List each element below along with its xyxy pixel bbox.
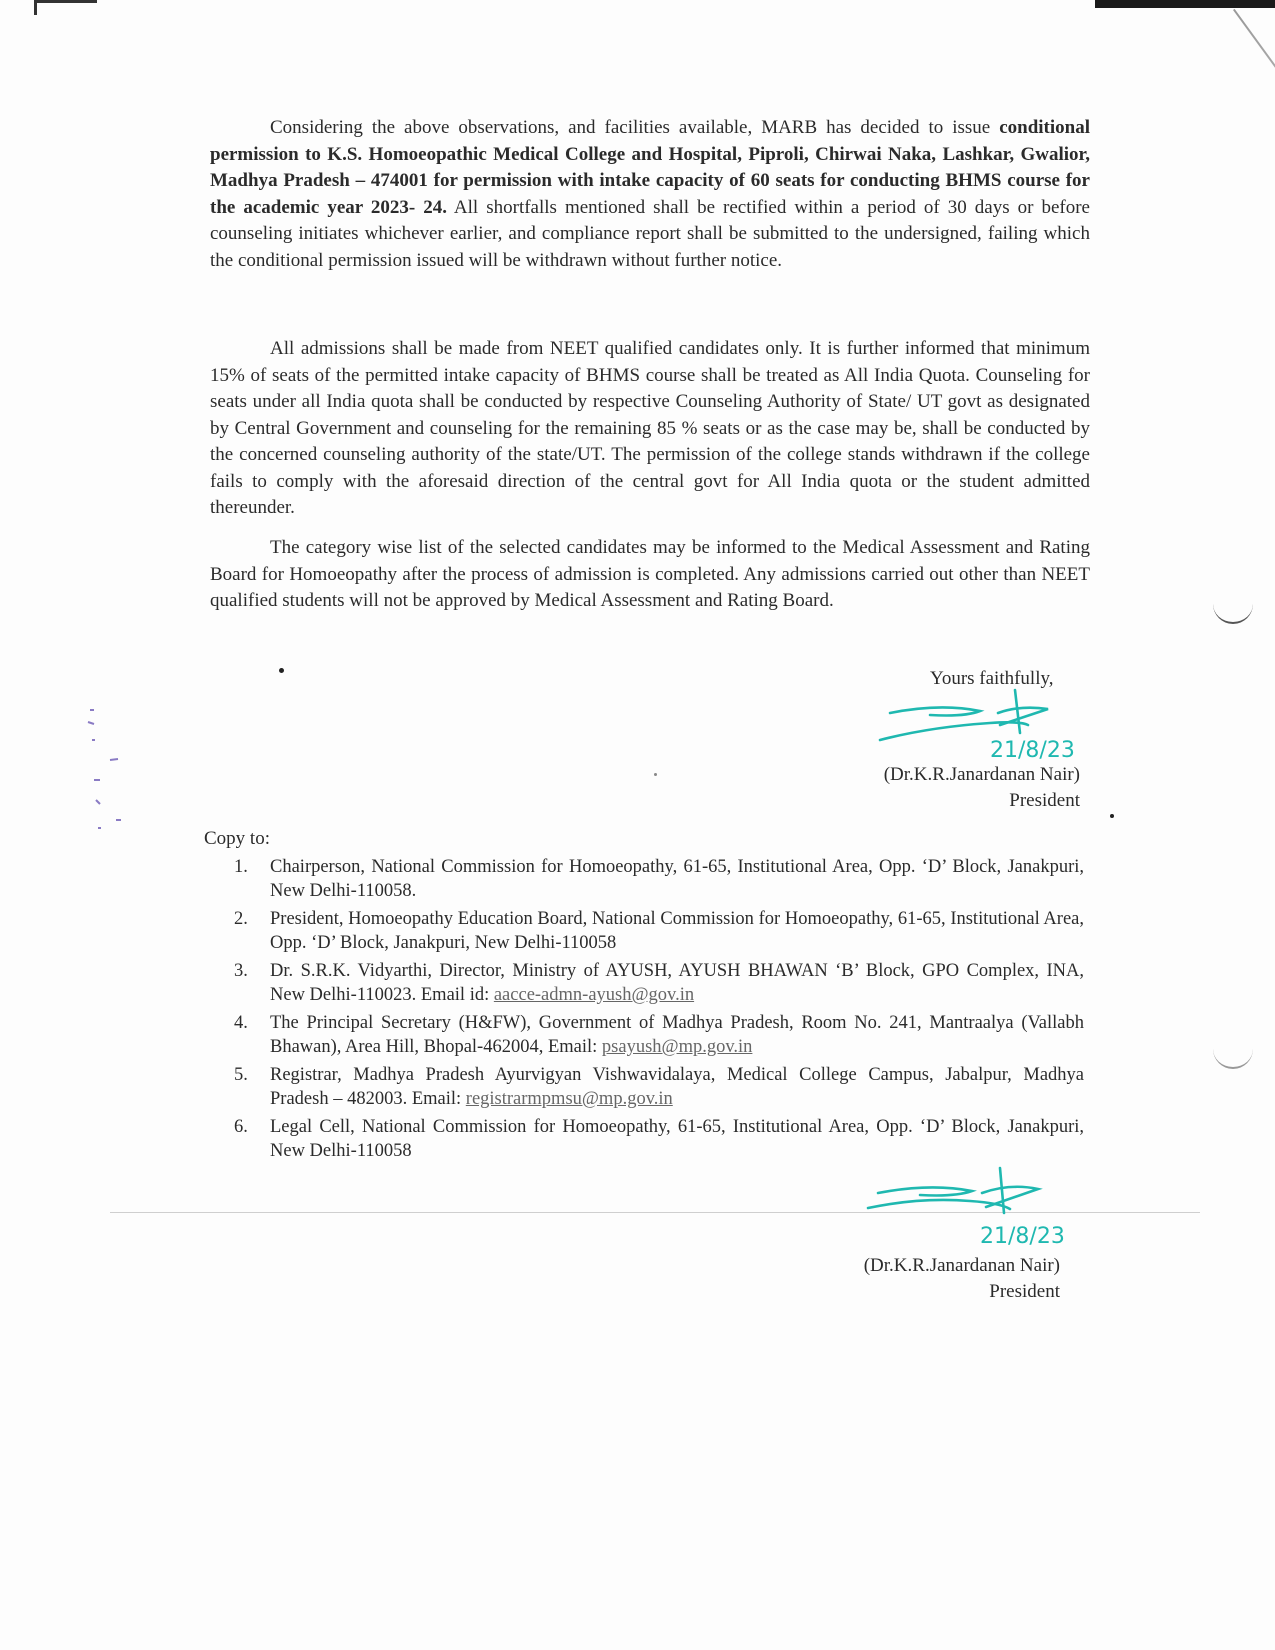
paragraph-category-list — [210, 535, 1090, 615]
list-item: 6. Legal Cell, National Commission for Homoeopathy, 61-65, Institutional Area, Opp. ‘D’ Block, Janakpuri, New Delhi-110058 — [234, 1117, 1084, 1161]
page-fold-line — [1233, 9, 1275, 269]
p2-text: All admissions shall be made from NEET qualified candidates only. It is further informed that minimum 15% of seats of the permitted intake capacity of BHMS course shall be treated as All India Quota. Counseling for seats under all India quota shall be conducted by respective Counseling Authority of State/ UT govt as designated by Central Government and counseling for the remaining 85 % seats or as the case may be, shall be conducted by the concerned counseling authority of the state/UT. The permission of the college stands withdrawn if the college fails to comply with the aforesaid direction of the central govt for All India quota or the student admitted thereunder. — [210, 338, 1090, 518]
copy-to-list — [204, 855, 1084, 1167]
paragraph-conditional-permission — [210, 115, 1090, 274]
signatory-block — [760, 1253, 1060, 1305]
scan-speck — [1110, 814, 1114, 818]
email-link[interactable]: psayush@mp.gov.in — [601, 1037, 753, 1057]
signature-date: 21/8/23 — [980, 1224, 1065, 1249]
punch-hole-mark — [1213, 600, 1253, 624]
handwritten-signature — [870, 675, 1100, 765]
closing-salutation: Yours faithfully, — [930, 668, 1054, 689]
signatory-title: President — [1009, 790, 1080, 811]
list-item: 4. The Principal Secretary (H&FW), Government of Madhya Pradesh, Room No. 241, Mantraalya (Vallabh Bhawan), Area Hill, Bhopal-462004, Email: psayush@mp.gov.in — [234, 1013, 1084, 1057]
scan-speck — [279, 668, 284, 673]
paragraph-admissions — [210, 336, 1090, 522]
copy-to-heading: Copy to: — [204, 828, 270, 849]
list-item: 1. Chairperson, National Commission for Homoeopathy, 61-65, Institutional Area, Opp. ‘D’ Block, Janakpuri, New Delhi-110058. — [234, 857, 1084, 901]
p1-bold-permission: conditional permission to K.S. Homoeopathic Medical College and Hospital, Piproli, Chirwai Naka, Lashkar, Gwalior, Madhya Pradesh – 474001 for permission with intake capacity of 60 seats for conducting BHMS course for the academic year 2023- 24. — [210, 117, 1090, 218]
p1-intro: Considering the above observations, and facilities available, MARB has decided to issue — [270, 117, 1000, 138]
signatory-title: President — [989, 1281, 1060, 1302]
scan-edge-shadow — [1095, 0, 1275, 8]
list-item: 3. Dr. S.R.K. Vidyarthi, Director, Ministry of AYUSH, AYUSH BHAWAN ‘B’ Block, GPO Complex, INA, New Delhi-110023. Email id: aacce-admn-ayush@gov.in — [234, 961, 1084, 1005]
margin-marks — [80, 700, 140, 840]
list-item: 2. President, Homoeopathy Education Board, National Commission for Homoeopathy, 61-65, Institutional Area, Opp. ‘D’ Block, Janakpuri, New Delhi-110058 — [234, 909, 1084, 953]
handwritten-signature — [860, 1163, 1090, 1253]
p3-text: The category wise list of the selected candidates may be informed to the Medical Assessment and Rating Board for Homoeopathy after the process of admission is completed. Any admissions carried out other than NEET qualified students will not be approved by Medical Assessment and Rating Board. — [210, 537, 1090, 611]
signatory-block — [780, 762, 1080, 814]
list-item: 5. Registrar, Madhya Pradesh Ayurvigyan Vishwavidalaya, Medical College Campus, Jabalpur, Madhya Pradesh – 482003. Email: registrarmpmsu@mp.gov.in — [234, 1065, 1084, 1109]
scan-corner-mark — [34, 0, 97, 15]
punch-hole-mark — [1213, 1045, 1253, 1069]
p1-conditions: All shortfalls mentioned shall be rectified within a period of 30 days or before counseling initiates whichever earlier, and compliance report shall be submitted to the undersigned, failing which the conditional permission issued will be withdrawn without further notice. — [210, 196, 1090, 271]
signatory-name: (Dr.K.R.Janardanan Nair) — [863, 1255, 1060, 1276]
scan-speck — [654, 773, 657, 776]
email-link[interactable]: registrarmpmsu@mp.gov.in — [465, 1089, 673, 1109]
email-link[interactable]: aacce-admn-ayush@gov.in — [493, 985, 695, 1005]
signature-date: 21/8/23 — [990, 738, 1075, 763]
signatory-name: (Dr.K.R.Janardanan Nair) — [883, 764, 1080, 785]
